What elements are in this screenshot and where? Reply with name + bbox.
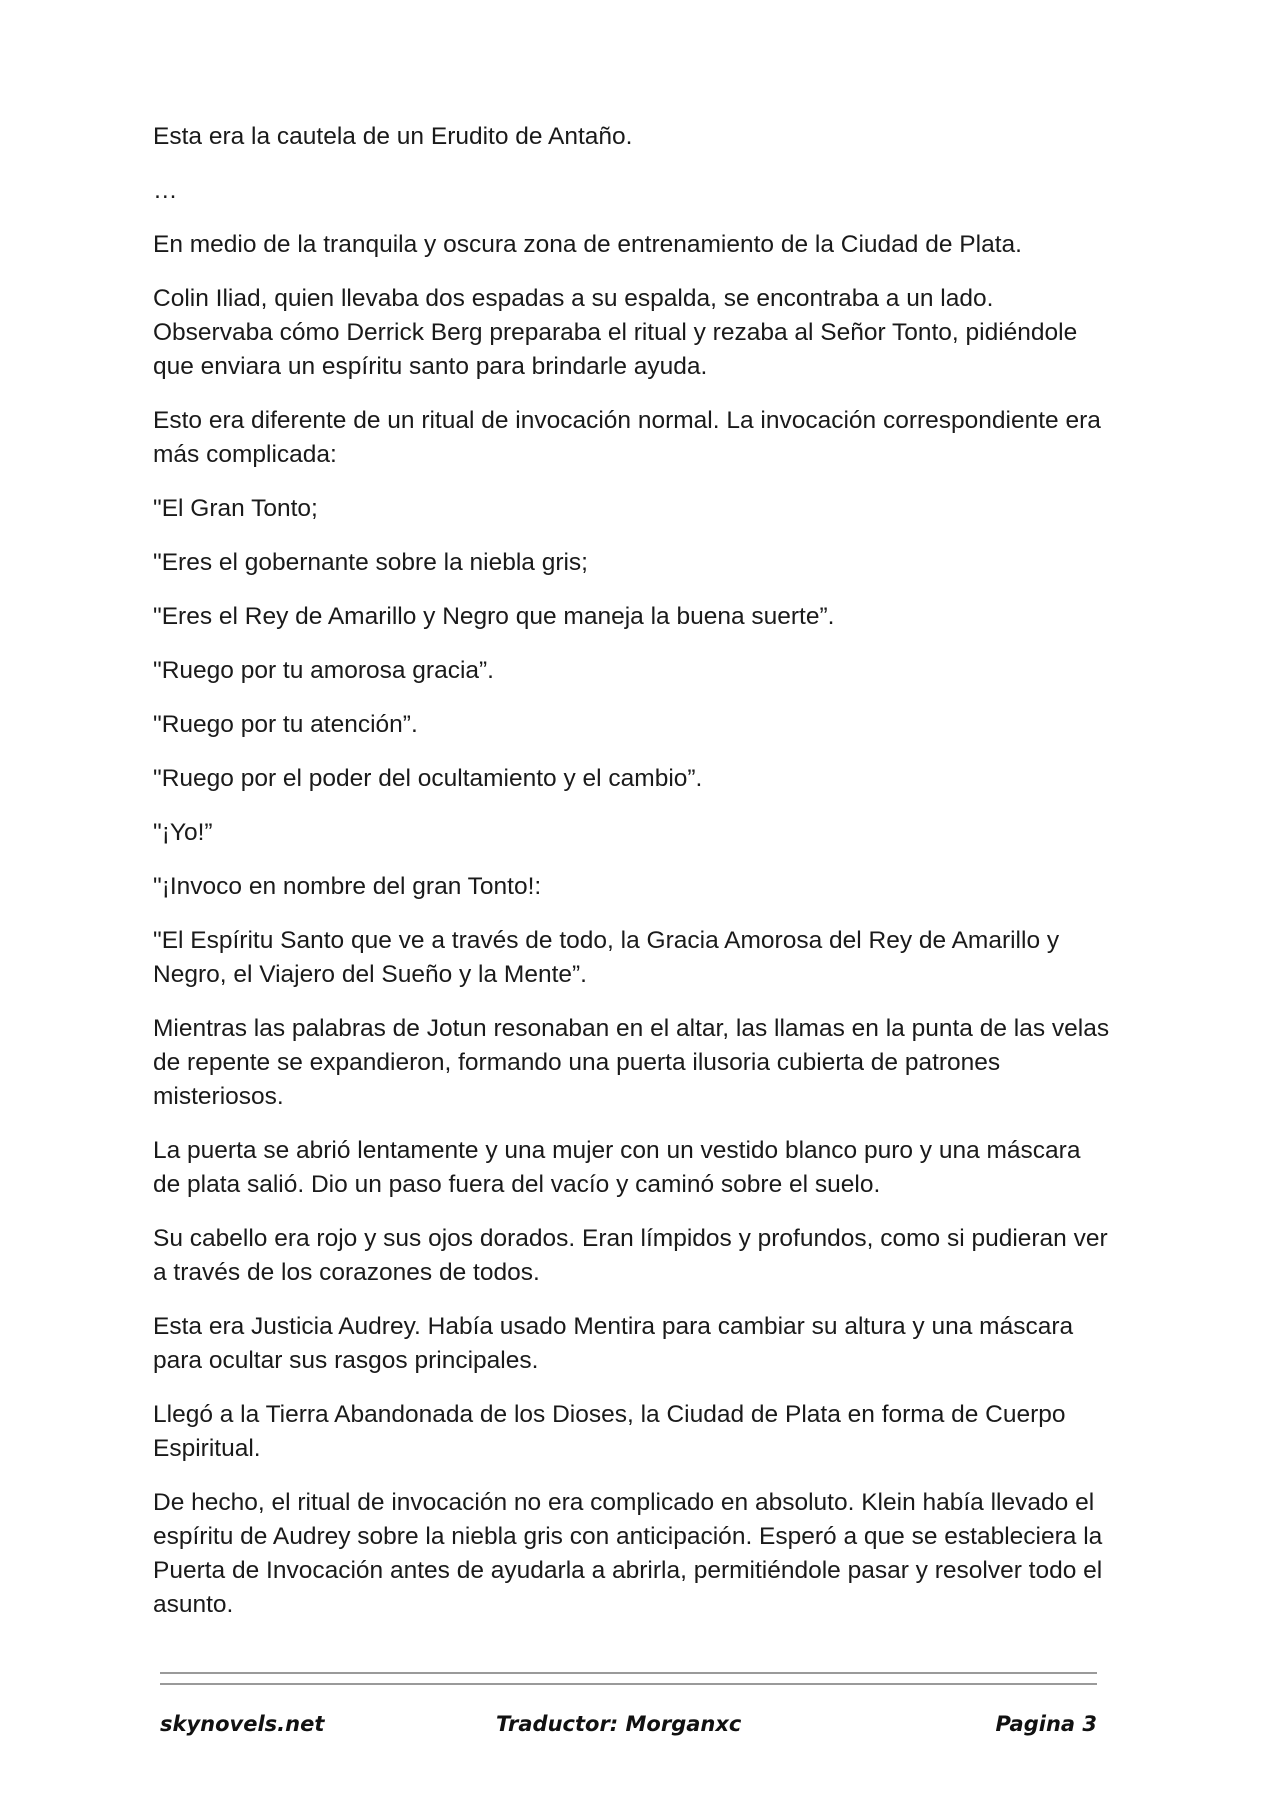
page-footer	[160, 1712, 1097, 1748]
footer-divider-bottom	[160, 1683, 1097, 1685]
paragraph: Colin Iliad, quien llevaba dos espadas a su espalda, se encontraba a un lado. Observaba cómo Derrick Berg preparaba el ritual y rezaba al Señor Tonto, pidiéndole que enviara un espíritu santo para brindarle ayuda.	[153, 285, 1078, 380]
paragraph: "Eres el Rey de Amarillo y Negro que maneja la buena suerte”.	[153, 603, 835, 630]
paragraph: "Ruego por tu atención”.	[153, 711, 418, 738]
paragraph: Llegó a la Tierra Abandonada de los Dioses, la Ciudad de Plata en forma de Cuerpo Espiritual.	[153, 1401, 1066, 1462]
paragraph: …	[153, 177, 178, 204]
footer-divider-top	[160, 1672, 1097, 1674]
paragraph: "¡Yo!”	[153, 819, 213, 846]
footer-translator: Traductor: Morganxc	[496, 1712, 742, 1736]
paragraph: Esto era diferente de un ritual de invocación normal. La invocación correspondiente era más complicada:	[153, 407, 1101, 468]
paragraph: Mientras las palabras de Jotun resonaban en el altar, las llamas en la punta de las velas de repente se expandieron, formando una puerta ilusoria cubierta de patrones misteriosos.	[153, 1015, 1110, 1110]
paragraph: "Ruego por el poder del ocultamiento y el cambio”.	[153, 765, 703, 792]
paragraph: Esta era la cautela de un Erudito de Antaño.	[153, 123, 633, 150]
paragraph: En medio de la tranquila y oscura zona de entrenamiento de la Ciudad de Plata.	[153, 231, 1022, 258]
paragraph: "Ruego por tu amorosa gracia”.	[153, 657, 494, 684]
paragraph: "Eres el gobernante sobre la niebla gris;	[153, 549, 588, 576]
paragraph: Esta era Justicia Audrey. Había usado Mentira para cambiar su altura y una máscara para ocultar sus rasgos principales.	[153, 1313, 1074, 1374]
footer-site: skynovels.net	[160, 1712, 325, 1736]
paragraph: "¡Invoco en nombre del gran Tonto!:	[153, 873, 542, 900]
document-body	[153, 120, 1113, 1642]
paragraph: "El Espíritu Santo que ve a través de todo, la Gracia Amorosa del Rey de Amarillo y Negro, el Viajero del Sueño y la Mente”.	[153, 927, 1060, 988]
footer-page-number: Pagina 3	[995, 1712, 1097, 1736]
paragraph: "El Gran Tonto;	[153, 495, 318, 522]
paragraph: La puerta se abrió lentamente y una mujer con un vestido blanco puro y una máscara de plata salió. Dio un paso fuera del vacío y caminó sobre el suelo.	[153, 1137, 1081, 1198]
paragraph: Su cabello era rojo y sus ojos dorados. Eran límpidos y profundos, como si pudieran ver a través de los corazones de todos.	[153, 1225, 1108, 1286]
paragraph: De hecho, el ritual de invocación no era complicado en absoluto. Klein había llevado el espíritu de Audrey sobre la niebla gris con anticipación. Esperó a que se estableciera la Puerta de Invocación antes de ayudarla a abrirla, permitiéndole pasar y resolver todo el asunto.	[153, 1489, 1103, 1618]
